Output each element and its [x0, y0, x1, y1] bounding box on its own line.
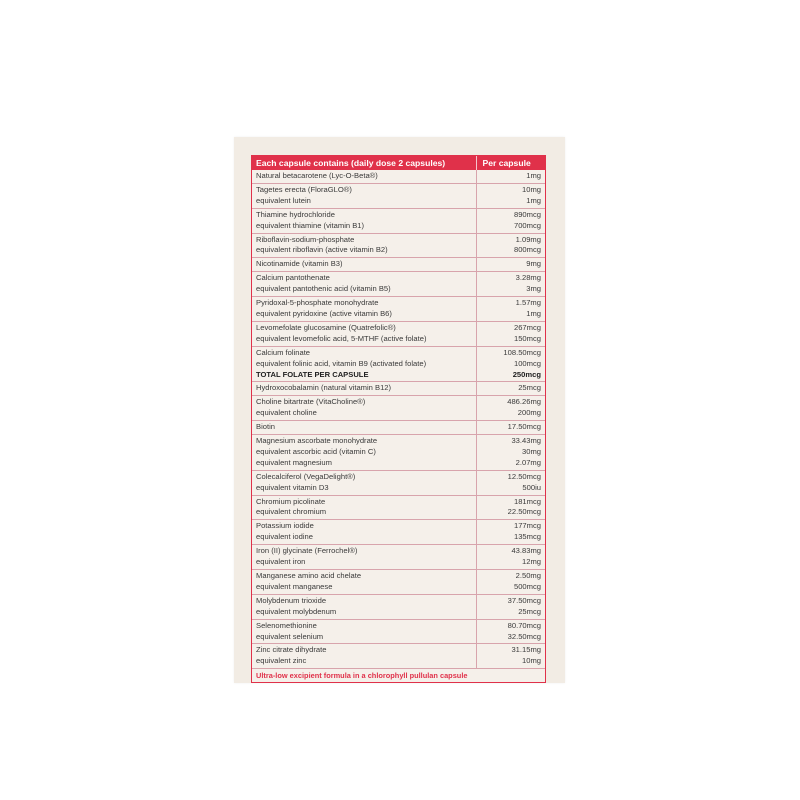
ingredient-name: equivalent lutein [256, 195, 311, 205]
amount-cell [476, 470, 545, 495]
amount-cell [476, 258, 545, 272]
ingredient-amount: 43.83mg [511, 546, 541, 556]
table-header-row [252, 156, 545, 170]
table-row [252, 382, 545, 396]
table-row [252, 208, 545, 233]
ingredient-name: equivalent thiamine (vitamin B1) [256, 220, 365, 230]
table-row [252, 233, 545, 258]
ingredient-cell [252, 570, 476, 595]
ingredient-amount: 31.15mg [511, 645, 541, 655]
ingredient-amount: 500iu [522, 482, 541, 492]
amount-cell [476, 233, 545, 258]
ingredient-amount: 1.09mg [515, 234, 541, 244]
ingredient-name: equivalent selenium [256, 631, 324, 641]
table-row [252, 183, 545, 208]
ingredient-name: equivalent iron [256, 557, 306, 567]
ingredient-cell [252, 183, 476, 208]
ingredient-cell [252, 396, 476, 421]
amount-cell [476, 570, 545, 595]
ingredient-amount: 890mcg [513, 209, 541, 219]
ingredient-cell [252, 170, 476, 183]
ingredient-cell [252, 644, 476, 668]
amount-cell [476, 421, 545, 435]
formula-note: Ultra-low excipient formula in a chlorophyll pullulan capsule [252, 668, 545, 682]
ingredient-cell [252, 470, 476, 495]
table-row [252, 346, 545, 382]
ingredient-cell [252, 495, 476, 520]
ingredient-amount: 12.50mcg [507, 471, 541, 481]
ingredient-name: equivalent ascorbic acid (vitamin C) [256, 446, 376, 456]
amount-cell [476, 495, 545, 520]
ingredient-amount: 9mg [526, 259, 541, 269]
ingredient-name: Natural betacarotene (Lyc-O-Beta®) [256, 171, 378, 180]
ingredient-amount: 12mg [522, 557, 541, 567]
amount-cell [476, 321, 545, 346]
ingredient-name: Molybdenum trioxide [256, 595, 327, 605]
ingredient-cell [252, 297, 476, 322]
ingredient-cell [252, 594, 476, 619]
ingredient-cell [252, 520, 476, 545]
table-row [252, 570, 545, 595]
amount-cell [476, 297, 545, 322]
ingredient-name: equivalent magnesium [256, 457, 332, 467]
table-row [252, 520, 545, 545]
table-row [252, 297, 545, 322]
amount-cell [476, 644, 545, 668]
amount-cell [476, 183, 545, 208]
ingredient-amount: 25mcg [518, 383, 541, 393]
total-folate-label: TOTAL FOLATE PER CAPSULE [256, 369, 369, 379]
amount-cell [476, 382, 545, 396]
ingredient-name: Biotin [256, 422, 275, 432]
ingredient-name: Selenomethionine [256, 620, 317, 630]
ingredient-amount: 267mcg [513, 322, 541, 332]
ingredient-cell [252, 321, 476, 346]
ingredient-name: equivalent chromium [256, 507, 327, 517]
ingredient-amount: 10mg [522, 184, 541, 194]
ingredient-name: equivalent folinic acid, vitamin B9 (activated folate) [256, 358, 427, 368]
amount-cell [476, 545, 545, 570]
ingredient-name: equivalent riboflavin (active vitamin B2) [256, 245, 388, 255]
table-row [252, 594, 545, 619]
ingredient-name: Manganese amino acid chelate [256, 571, 362, 580]
amount-cell [476, 619, 545, 644]
ingredient-name: Nicotinamide (vitamin B3) [256, 259, 343, 269]
ingredient-amount: 486.26mg [507, 397, 541, 407]
amount-cell [476, 594, 545, 619]
ingredient-amount: 1mg [526, 308, 541, 318]
ingredients-table [252, 156, 545, 668]
ingredient-amount: 150mcg [513, 333, 541, 343]
ingredient-cell [252, 258, 476, 272]
ingredient-amount: 1.57mg [515, 298, 541, 308]
ingredient-name: Pyridoxal-5-phosphate monohydrate [256, 298, 379, 308]
ingredient-amount: 33.43mg [511, 436, 541, 446]
ingredient-name: Calcium pantothenate [256, 273, 330, 283]
ingredient-name: Tagetes erecta (FloraGLO®) [256, 184, 352, 194]
amount-cell [476, 170, 545, 183]
ingredient-amount: 2.50mg [515, 571, 541, 580]
table-row [252, 470, 545, 495]
ingredient-amount: 108.50mcg [503, 347, 541, 357]
ingredient-cell [252, 545, 476, 570]
nutrition-panel [251, 155, 546, 683]
ingredient-name: Levomefolate glucosamine (Quatrefolic®) [256, 322, 396, 332]
ingredient-amount: 800mcg [513, 245, 541, 255]
table-body [252, 170, 545, 668]
ingredient-amount: 181mcg [513, 496, 541, 506]
ingredient-name: Choline bitartrate (VitaCholine®) [256, 397, 366, 407]
ingredient-amount: 37.50mcg [507, 595, 541, 605]
table-row [252, 321, 545, 346]
amount-cell [476, 520, 545, 545]
ingredient-amount: 17.50mcg [507, 422, 541, 432]
ingredient-amount: 500mcg [513, 581, 541, 591]
ingredient-cell [252, 272, 476, 297]
table-row [252, 421, 545, 435]
table-row [252, 644, 545, 668]
table-row [252, 396, 545, 421]
ingredient-name: Calcium folinate [256, 347, 311, 357]
table-row [252, 619, 545, 644]
ingredient-amount: 3.28mg [515, 273, 541, 283]
ingredient-name: Riboflavin-sodium-phosphate [256, 234, 355, 244]
table-row [252, 258, 545, 272]
amount-cell [476, 346, 545, 382]
amount-cell [476, 272, 545, 297]
ingredient-name: Chromium picolinate [256, 496, 326, 506]
amount-cell [476, 208, 545, 233]
ingredient-name: Potassium iodide [256, 521, 314, 531]
ingredient-amount: 22.50mcg [507, 507, 541, 517]
header-amount: Per capsule [476, 156, 545, 170]
ingredient-cell [252, 346, 476, 382]
ingredient-amount: 177mcg [513, 521, 541, 531]
amount-cell [476, 396, 545, 421]
ingredient-cell [252, 233, 476, 258]
ingredient-name: Iron (II) glycinate (Ferrochel®) [256, 546, 358, 556]
ingredient-amount: 700mcg [513, 220, 541, 230]
ingredient-amount: 200mg [517, 408, 541, 418]
ingredient-amount: 80.70mcg [507, 620, 541, 630]
ingredient-name: equivalent molybdenum [256, 606, 337, 616]
ingredient-amount: 100mcg [513, 358, 541, 368]
ingredient-name: equivalent zinc [256, 656, 307, 666]
ingredient-name: equivalent levomefolic acid, 5-MTHF (active folate) [256, 333, 427, 343]
ingredient-amount: 32.50mcg [507, 631, 541, 641]
ingredient-amount: 1mg [526, 195, 541, 205]
ingredient-amount: 135mcg [513, 532, 541, 542]
ingredient-name: equivalent pantothenic acid (vitamin B5) [256, 284, 391, 294]
ingredient-name: equivalent iodine [256, 532, 313, 542]
ingredient-name: Magnesium ascorbate monohydrate [256, 436, 378, 446]
ingredient-name: equivalent pyridoxine (active vitamin B6) [256, 308, 392, 318]
ingredient-name: Zinc citrate dihydrate [256, 645, 327, 655]
ingredient-amount: 2.07mg [515, 457, 541, 467]
table-row [252, 495, 545, 520]
table-row [252, 170, 545, 183]
ingredient-cell [252, 421, 476, 435]
table-row [252, 545, 545, 570]
ingredient-amount: 25mcg [518, 606, 541, 616]
amount-cell [476, 435, 545, 471]
ingredient-cell [252, 208, 476, 233]
header-ingredient: Each capsule contains (daily dose 2 capsules) [252, 156, 476, 170]
table-row [252, 435, 545, 471]
ingredient-amount: 3mg [526, 284, 541, 294]
ingredient-name: Colecalciferol (VegaDelight®) [256, 471, 356, 481]
ingredient-amount: 30mg [522, 446, 541, 456]
table-row [252, 272, 545, 297]
ingredient-cell [252, 435, 476, 471]
ingredient-name: equivalent vitamin D3 [256, 482, 329, 492]
ingredient-amount: 1mg [526, 171, 541, 180]
ingredient-name: equivalent choline [256, 408, 317, 418]
total-folate-value: 250mcg [512, 369, 541, 379]
ingredient-cell [252, 619, 476, 644]
ingredient-name: Hydroxocobalamin (natural vitamin B12) [256, 383, 392, 393]
ingredient-name: equivalent manganese [256, 581, 333, 591]
ingredient-cell [252, 382, 476, 396]
ingredient-name: Thiamine hydrochloride [256, 209, 335, 219]
ingredient-amount: 10mg [522, 656, 541, 666]
